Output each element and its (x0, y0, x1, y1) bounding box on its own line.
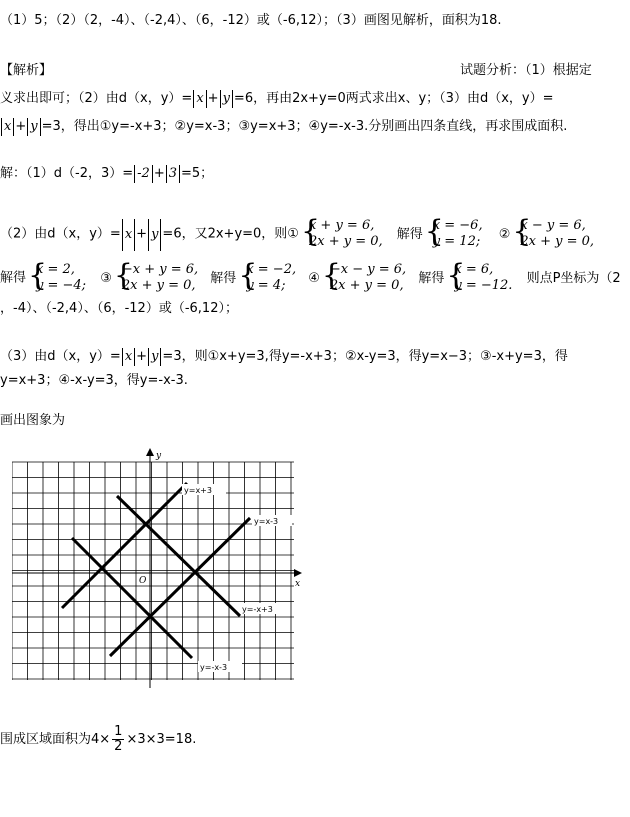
abs-value: -2 (134, 165, 153, 183)
equation-system-1: { x + y = 6, 2x + y = 0, (300, 214, 383, 249)
abs-value: 3 (166, 165, 180, 183)
solution-system-3: { x = −2, y = 4; (238, 258, 297, 293)
abs-y: y (27, 118, 40, 136)
analysis-line-2: 义求出即可；（2）由d（x，y）= x + y =6，再由2x+y=0两式求出x、y；（3）由d（x，y）= (0, 91, 554, 106)
line-y-eq-neg-x-plus-3 (117, 496, 240, 616)
equation-system-2: { x − y = 6, 2x + y = 0, (512, 214, 595, 249)
abs-x: x (1, 118, 14, 136)
line-y-eq-neg-x-minus-3 (72, 538, 192, 658)
equation-system-4: { −x − y = 6, 2x + y = 0, (321, 258, 407, 293)
area-text: 围成区域面积为4× (0, 732, 111, 747)
y-axis-arrow (146, 448, 154, 456)
x-axis-arrow (294, 569, 302, 577)
solution-system-2: { x = 2, y = −4; (28, 258, 87, 293)
abs-y: y (148, 348, 161, 366)
fraction-half: $\frac{1}{2}$ (114, 724, 123, 754)
abs-x: x (122, 348, 135, 366)
solve-word: 解得 (396, 226, 423, 242)
solution-part3-line1: （3）由d（x，y）= x + y =3，则①x+y=3,得y=-x+3；②x-y=3，得y=x−3；③-x+y=3，得 (0, 349, 568, 364)
solution-part2-line1: （2）由d（x，y）= x + y =6，又2x+y=0，则① { x + y = 6, 2x + y = 0, 解得 { x = −6, y = 12; ② { x − y = 6, 2x + y = 0, (0, 214, 595, 249)
analysis-text: 义求出即可；（2）由d（x，y）= (0, 91, 193, 106)
solution-text: =5； (181, 166, 214, 181)
case-marker: ④ (308, 270, 320, 286)
label-y-eq-x-plus-3: y=x+3 (184, 486, 212, 495)
solution-text: =6，又2x+y=0，则① (162, 226, 299, 242)
case-marker: ② (498, 226, 511, 242)
solve-word: 解得 (0, 270, 27, 286)
draw-label: 画出图象为 (0, 413, 66, 428)
analysis-line-3: x + y =3，得出①y=-x+3；②y=x-3；③y=x+3；④y=-x-3.分别画出四条直线，再求围成面积. (0, 118, 567, 136)
equation-system-3: { −x + y = 6, 2x + y = 0, (113, 258, 199, 293)
solution-system-1: { x = −6, y = 12; (424, 214, 483, 249)
case-marker: ③ (100, 270, 112, 286)
solution-part3-line2: y=x+3；④-x-y=3，得y=-x-3. (0, 373, 188, 388)
area-text: ×3×3=18. (126, 732, 197, 747)
solution-text: 则点P坐标为（2 (526, 270, 621, 286)
abs-y: y (220, 90, 233, 108)
graph-figure (12, 448, 302, 688)
label-y-eq-neg-x-minus-3: y=-x-3 (200, 663, 228, 672)
solution-system-4: { x = 6, y = −12. (446, 258, 513, 293)
analysis-intro: 试题分析：（1）根据定 (460, 63, 592, 78)
abs-x: x (193, 90, 206, 108)
solve-word: 解得 (418, 270, 445, 286)
area-result (0, 725, 196, 754)
label-y-eq-neg-x-plus-3: y=-x+3 (242, 605, 273, 614)
x-axis-label: x (295, 579, 301, 589)
grid (12, 462, 294, 680)
solution-text: （2）由d（x，y）= (0, 226, 121, 242)
solution-part1: 解：（1）d（-2，3）= -2 + 3 =5； (0, 166, 214, 181)
axes (12, 448, 302, 688)
analysis-text: =6，再由2x+y=0两式求出x、y；（3）由d（x，y）= (233, 91, 554, 106)
solution-part2-line3: ，-4）、（-2,4）、（6，-12）或（-6,12）； (0, 301, 238, 316)
analysis-label: 【解析】 (0, 63, 53, 78)
label-y-eq-x-minus-3: y=x-3 (254, 517, 279, 526)
analysis-text: =3，得出①y=-x+3；②y=x-3；③y=x+3；④y=-x-3.分别画出四条直线，再求围成面积. (41, 119, 568, 134)
answer-line: （1）5；（2）（2，-4）、（-2,4）、（6，-12）或（-6,12）；（3）画图见解析，面积为18. (0, 13, 502, 28)
solution-text: （3）由d（x，y）= (0, 349, 121, 364)
analysis-header (0, 62, 630, 80)
y-axis-label: y (156, 451, 162, 461)
abs-x: x (122, 219, 135, 251)
solution-part2-line2 (0, 258, 621, 295)
abs-y: y (148, 219, 161, 251)
origin-label: O (139, 576, 147, 586)
solve-word: 解得 (210, 270, 237, 286)
solution-text: =3，则①x+y=3,得y=-x+3；②x-y=3，得y=x−3；③-x+y=3，得 (162, 349, 568, 364)
solution-text: 解：（1）d（-2，3）= (0, 166, 134, 181)
